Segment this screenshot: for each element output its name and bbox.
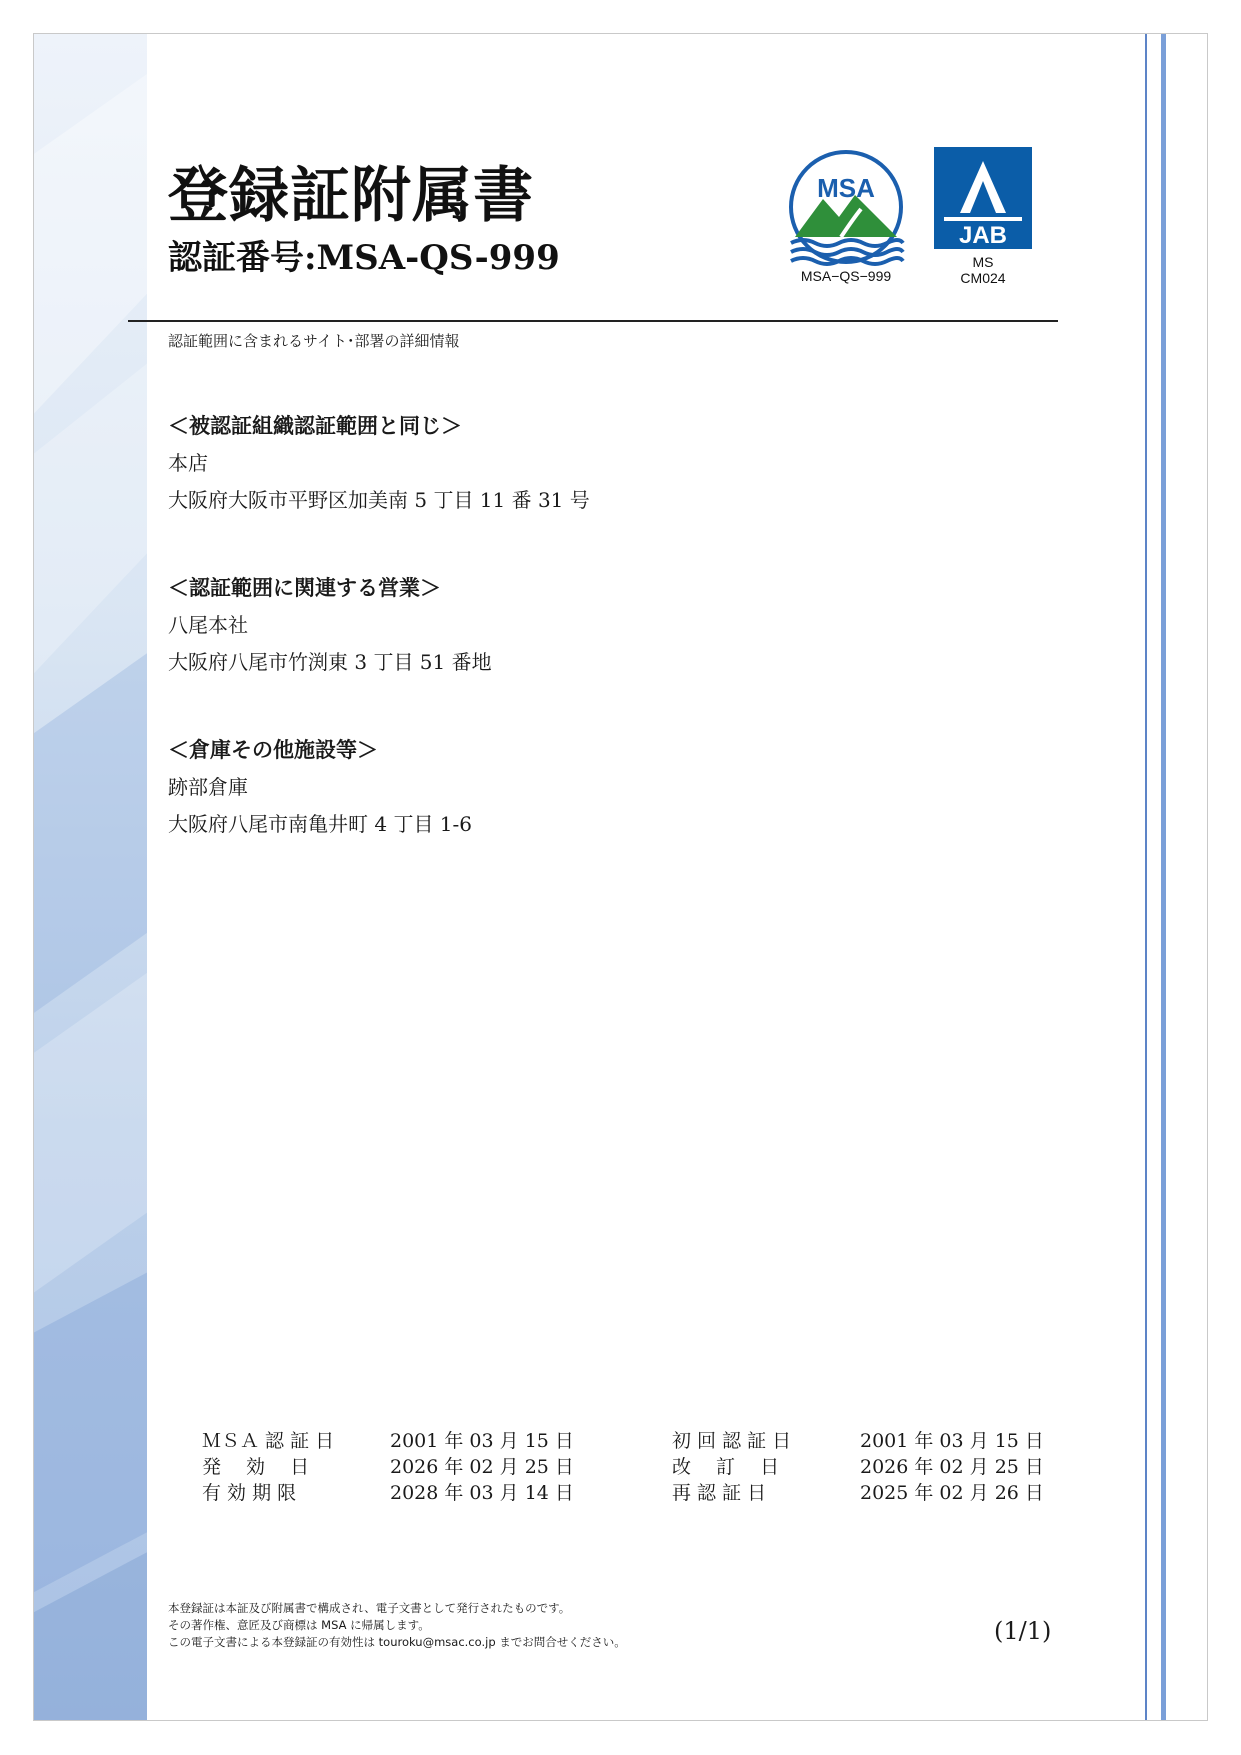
- border-line: [1161, 34, 1166, 1720]
- site-section: [168, 734, 968, 848]
- decorative-sidebar: [34, 34, 147, 1720]
- border-line: [1145, 34, 1147, 1720]
- date-row: [202, 1480, 574, 1506]
- footer-line: この電子文書による本登録証の有効性は touroku@msac.co.jp までお問合せください。: [168, 1635, 626, 1649]
- date-value: 2001 年 03 月 15 日: [390, 1430, 574, 1452]
- footer-notes: [168, 1600, 626, 1651]
- section-subheading: 認証範囲に含まれるサイト･部署の詳細情報: [168, 332, 460, 350]
- dates-left: [202, 1428, 574, 1506]
- date-row: [202, 1428, 574, 1454]
- date-value: 2001 年 03 月 15 日: [860, 1430, 1044, 1452]
- date-value: 2026 年 02 月 25 日: [390, 1456, 574, 1478]
- date-value: 2025 年 02 月 26 日: [860, 1482, 1044, 1504]
- jab-logo: [930, 147, 1034, 327]
- footer-line: 本登録証は本証及び附属書で構成され、電子文書として発行されたものです。: [168, 1601, 571, 1615]
- site-name: 跡部倉庫: [168, 775, 248, 799]
- date-label: 改 訂 日: [672, 1456, 780, 1478]
- site-address: 大阪府大阪市平野区加美南 5 丁目 11 番 31 号: [168, 488, 590, 512]
- date-row: [672, 1428, 1044, 1454]
- date-label: ＭＳＡ 認 証 日: [202, 1430, 335, 1452]
- date-row: [202, 1454, 574, 1480]
- dates-right: [672, 1428, 1044, 1506]
- jab-logo-caption: CM024: [960, 270, 1006, 286]
- site-address: 大阪府八尾市竹渕東 3 丁目 51 番地: [168, 650, 492, 674]
- date-value: 2026 年 02 月 25 日: [860, 1456, 1044, 1478]
- date-row: [672, 1480, 1044, 1506]
- footer-line: その著作権、意匠及び商標は MSA に帰属します。: [168, 1618, 430, 1632]
- msa-logo-caption: MSA−QS−999: [800, 268, 892, 284]
- site-section: [168, 410, 968, 524]
- jab-logo-text: JAB: [958, 222, 1008, 249]
- date-value: 2028 年 03 月 14 日: [390, 1482, 574, 1504]
- site-address: 大阪府八尾市南亀井町 4 丁目 1-6: [168, 812, 473, 836]
- section-title: ＜被認証組織認証範囲と同じ＞: [168, 414, 462, 438]
- site-name: 本店: [168, 451, 208, 475]
- msa-logo-text: MSA: [817, 173, 875, 203]
- certificate-number: 認証番号:MSA-QS-999: [168, 238, 560, 278]
- section-title: ＜倉庫その他施設等＞: [168, 738, 378, 762]
- date-label: 有 効 期 限: [202, 1482, 297, 1504]
- msa-logo: [783, 147, 913, 327]
- date-row: [672, 1454, 1044, 1480]
- site-section: [168, 572, 968, 686]
- date-label: 発 効 日: [202, 1456, 310, 1478]
- date-label: 再 認 証 日: [672, 1482, 767, 1504]
- site-name: 八尾本社: [168, 613, 248, 637]
- header-divider: [128, 320, 1058, 322]
- page-number: (1/1): [994, 1617, 1052, 1645]
- jab-logo-caption: MS: [972, 254, 994, 270]
- section-title: ＜認証範囲に関連する営業＞: [168, 576, 441, 600]
- date-label: 初 回 認 証 日: [672, 1430, 792, 1452]
- document-title: 登録証附属書: [168, 161, 534, 231]
